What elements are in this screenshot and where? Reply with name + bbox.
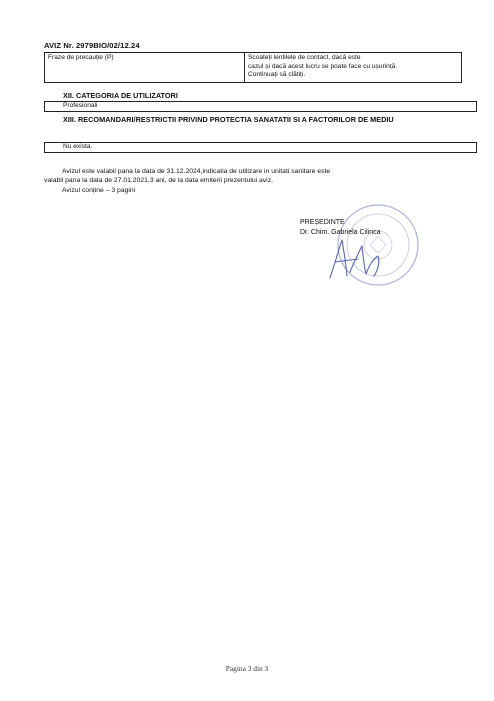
precaution-table [44,52,462,83]
page-count-line: Avizul conține – 3 pagini [62,186,136,194]
page-footer: Pagina 3 din 3 [225,664,269,673]
validity-line: valabil pana la data de 27.01.2021,3 ani, de la data emiterii prezentului aviz. [44,177,273,185]
precaution-line: Scoateți lentilele de contact, dacă este [248,54,361,61]
document-number: AVIZ Nr. 2979BIO/02/12.24 [44,41,140,50]
precaution-label: Fraze de precauție (P) [45,53,245,83]
signature-stroke [330,240,379,278]
section-12-value: Profesionali [44,101,477,112]
validity-line: Avizul este valabil pana la data de 31.12.2024,indicatia de utilizare in unitati sanitare este [62,168,331,175]
handwritten-signature [320,232,390,284]
section-13-title: XIII. RECOMANDARI/RESTRICTII PRIVIND PROTECTIA SANATATII SI A FACTORILOR DE MEDIU [63,115,394,124]
signatory-role: PREȘEDINTE [300,219,345,226]
signatory-name: Dr. Chim. Gabriela Cilinca [300,228,381,236]
table-row [45,53,462,83]
precaution-line: cazul și dacă acest lucru se poate face cu ușurință. [248,62,398,70]
precaution-line: Continuați să clătiți. [248,71,306,79]
section-12-title: XII. CATEGORIA DE UTILIZATORI [63,91,178,100]
precaution-text [245,53,462,83]
validity-paragraph [44,167,464,195]
section-13-value: Nu exista. [44,142,477,153]
